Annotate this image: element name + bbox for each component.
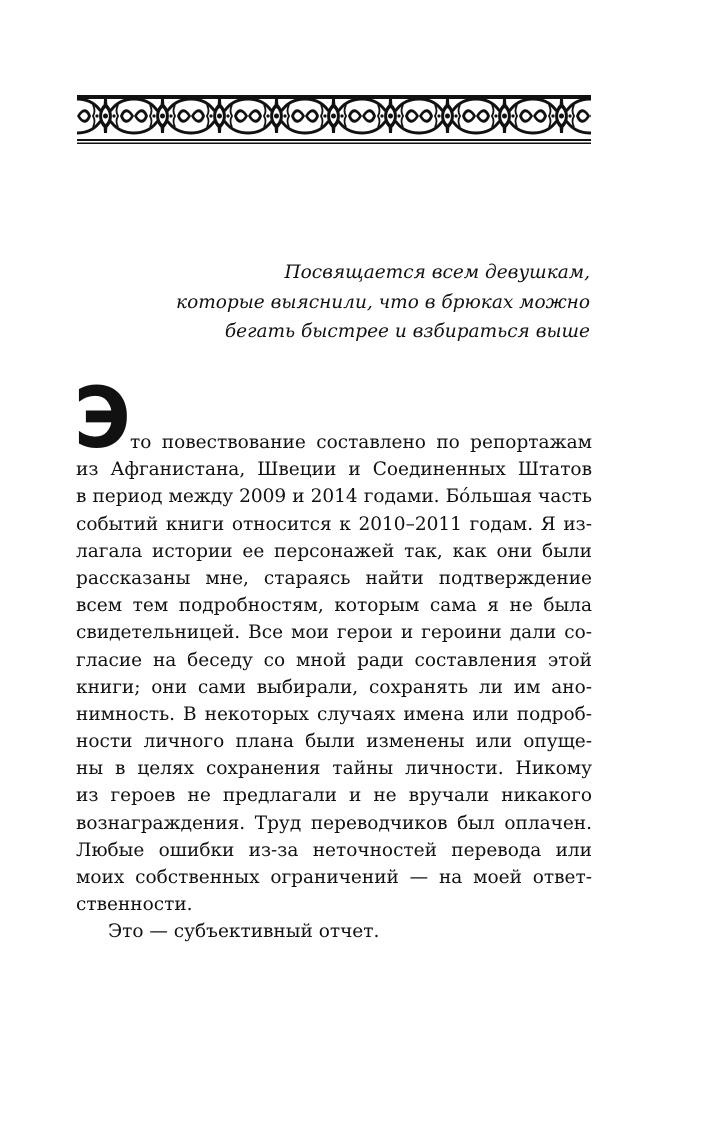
text-line: ны в целях сохранения тайны личности. Никому bbox=[76, 758, 592, 780]
text-line: лагала истории ее персонажей так, как они были bbox=[76, 540, 592, 562]
arabesque-border-ornament-icon bbox=[77, 95, 591, 145]
text-line: ности личного плана были изменены или опуще- bbox=[76, 731, 592, 753]
closing-line: Это — субъективный отчет. bbox=[108, 921, 380, 943]
text-line: книги; они сами выбирали, сохранять ли им ано- bbox=[76, 676, 592, 698]
text-line: моих собственных ограничений — на моей ответ- bbox=[76, 867, 592, 888]
drop-cap: Э bbox=[74, 369, 131, 467]
text-line: ственности. bbox=[76, 894, 193, 916]
text-line: в период между 2009 и 2014 годами. Бóльшая часть bbox=[76, 486, 592, 508]
text-line: из Афганистана, Швеции и Соединенных Штатов bbox=[76, 459, 592, 481]
text-line: свидетельницей. Все мои герои и героини дали со- bbox=[76, 622, 592, 644]
text-line: вознаграждения. Труд переводчиков был оплачен. bbox=[76, 812, 592, 834]
dedication-line: которые выяснили, что в брюках можно bbox=[176, 291, 590, 313]
decorative-border bbox=[77, 95, 591, 145]
text-line: рассказаны мне, стараясь найти подтверждение bbox=[76, 567, 592, 589]
preface-text bbox=[76, 429, 592, 946]
text-line: из героев не предлагали и не вручали никакого bbox=[76, 785, 592, 807]
text-line: то повествование составлено по репортажам bbox=[130, 432, 592, 453]
text-line: нимность. В некоторых случаях имена или подроб- bbox=[76, 703, 592, 725]
dedication bbox=[170, 258, 590, 347]
text-line: Любые ошибки из-за неточностей перевода или bbox=[76, 839, 592, 861]
text-line: событий книги относится к 2010–2011 годам. Я из- bbox=[76, 513, 592, 535]
text-line: гласие на беседу со мной ради составления этой bbox=[76, 649, 592, 671]
dedication-line: Посвящается всем девушкам, bbox=[284, 262, 590, 283]
text-line: всем тем подробностям, которым сама я не была bbox=[76, 595, 592, 617]
dedication-line: бегать быстрее и взбираться выше bbox=[224, 321, 590, 342]
